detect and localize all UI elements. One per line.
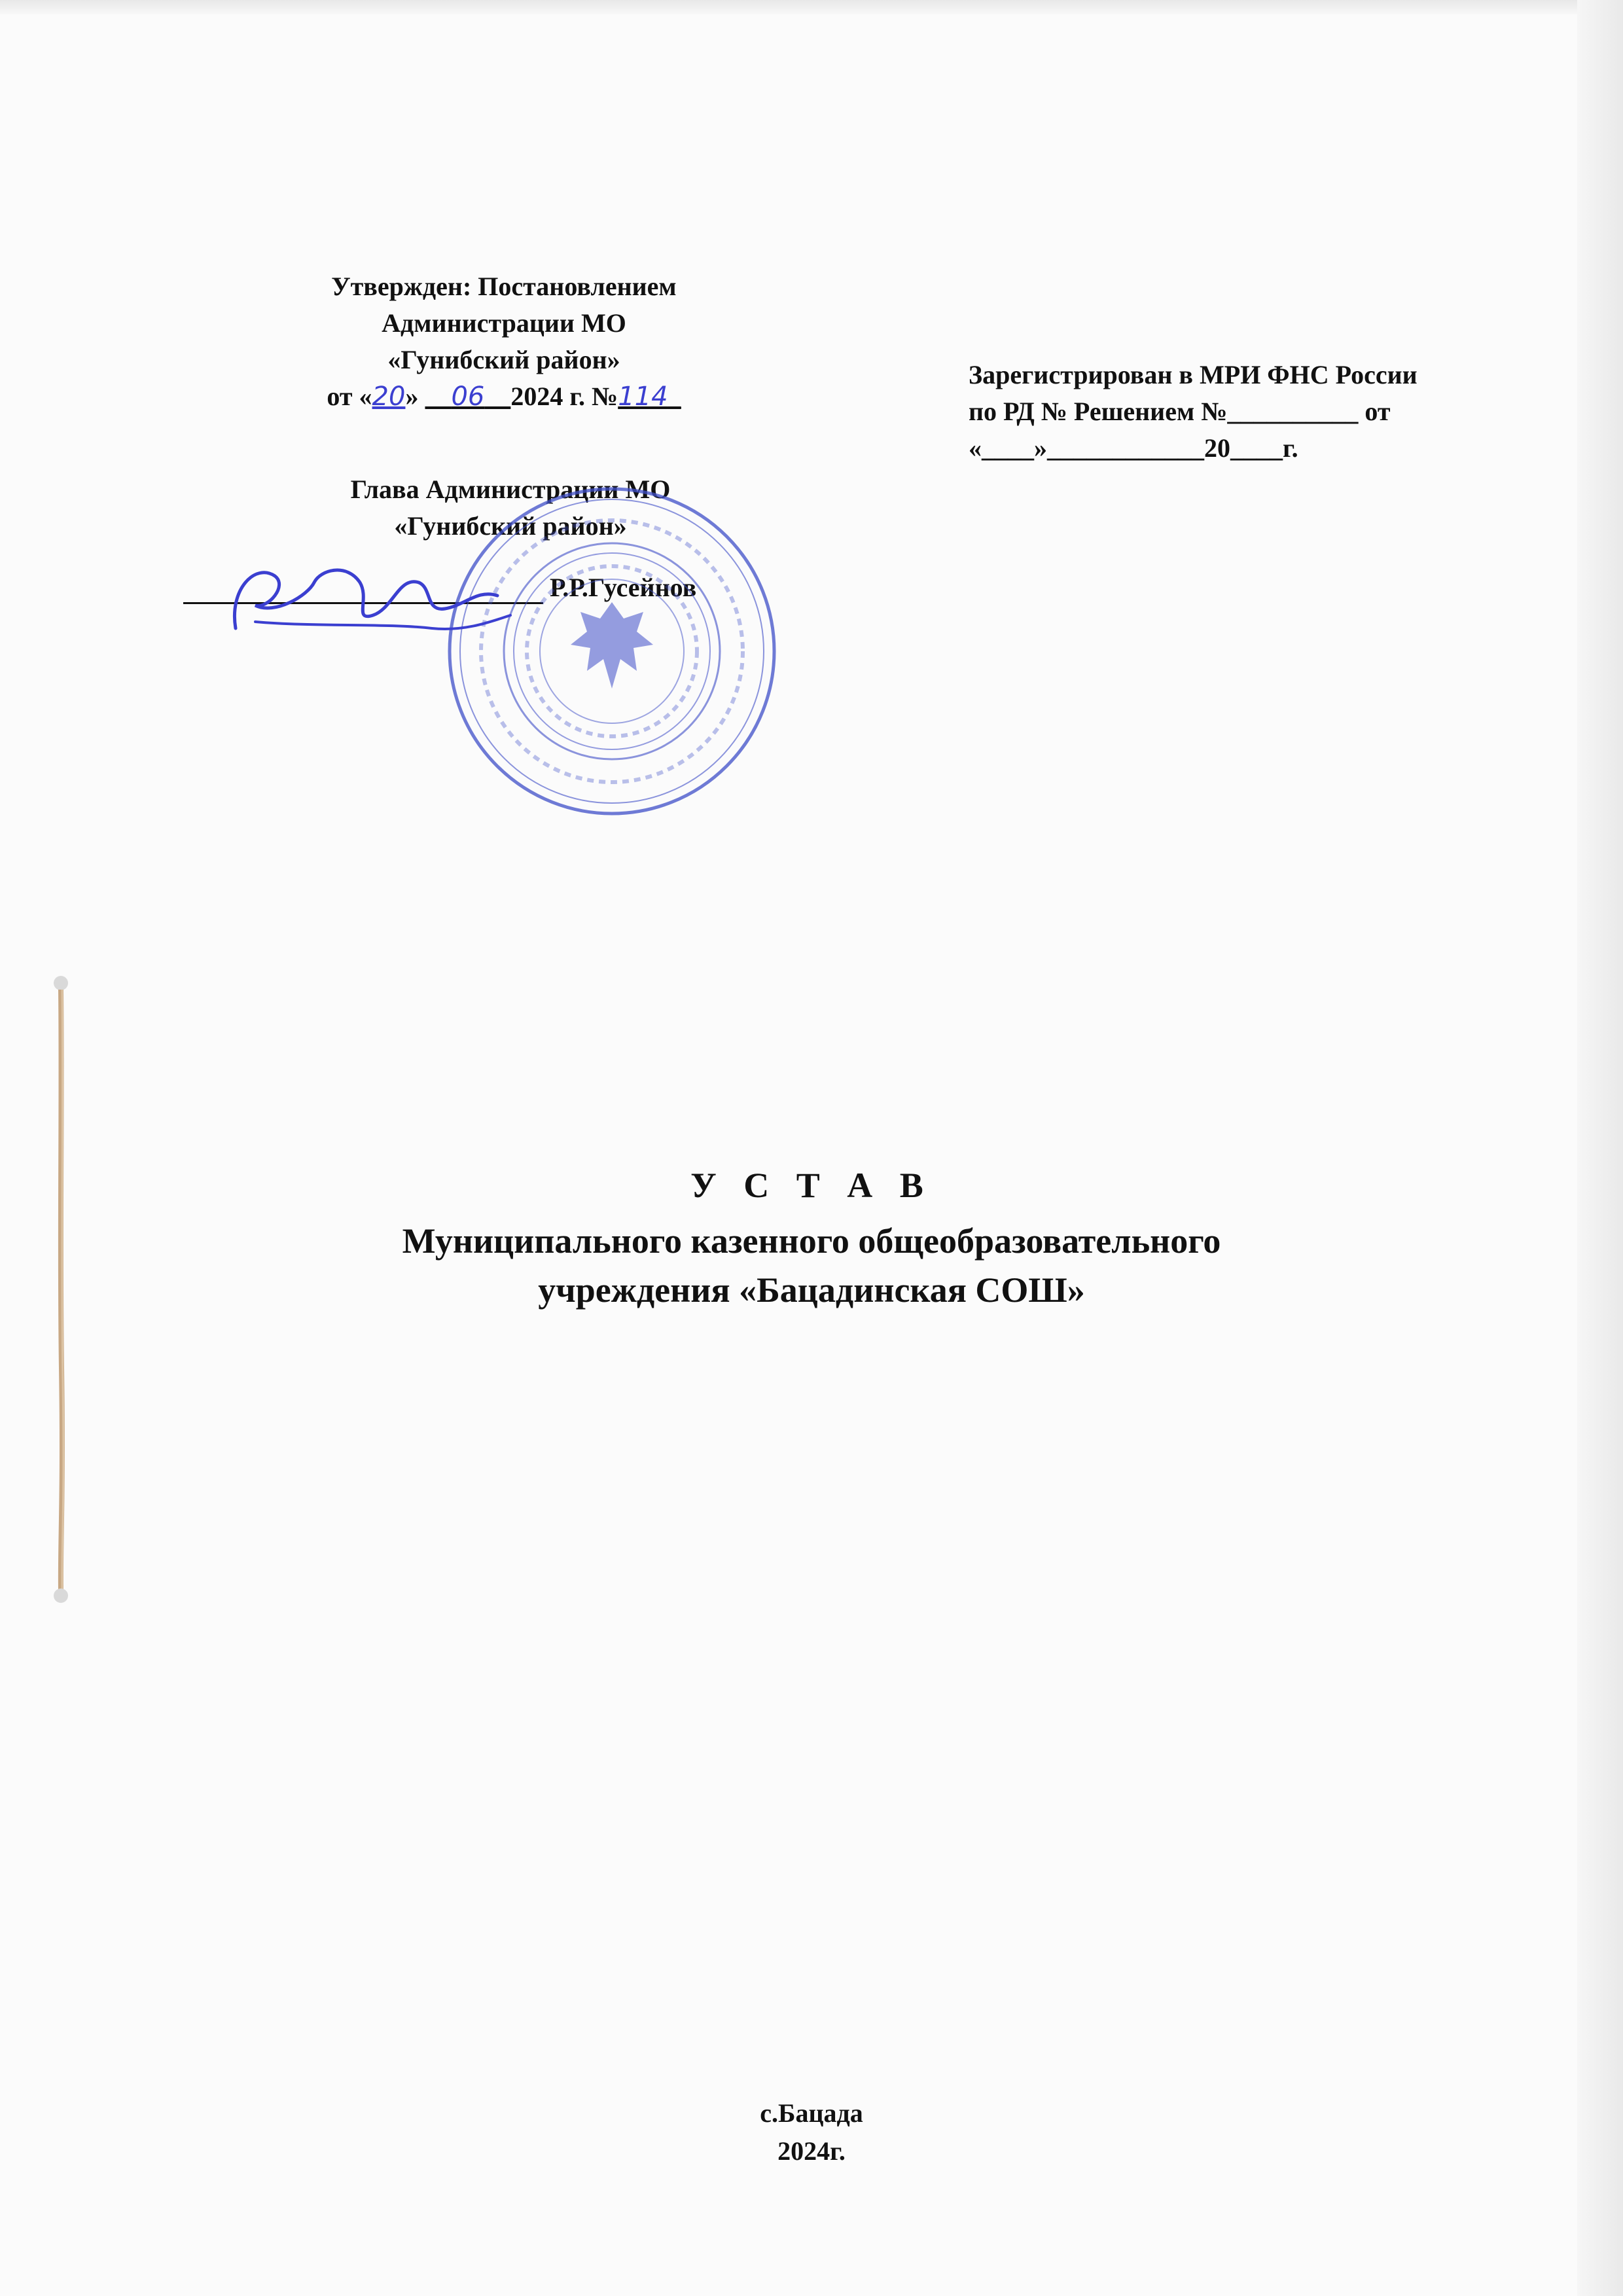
approval-day: 20 <box>372 382 406 412</box>
page-right-edge <box>1577 0 1623 2296</box>
registration-line-2 <box>969 393 1558 430</box>
seal-graphic <box>445 484 779 818</box>
approval-month: 06 <box>451 382 485 412</box>
registration-line-1: Зарегистрирован в МРИ ФНС России <box>969 360 1418 389</box>
head-admin-line-1: Глава Администрации МО <box>350 475 671 504</box>
page-top-shadow <box>0 0 1623 14</box>
document-subtitle-line-1: Муниципального казенного общеобразовательного <box>402 1221 1221 1261</box>
document-subtitle-line-2: учреждения «Бацадинская СОШ» <box>538 1270 1085 1310</box>
binding-string-graphic <box>54 975 68 1604</box>
approval-date-mid: » <box>405 382 425 411</box>
approval-line-2: Администрации МО <box>382 308 626 338</box>
approval-date-line: от «20» 06 2024 г. №114_ <box>327 382 681 412</box>
registration-block <box>969 357 1558 467</box>
approval-line-3: «Гунибский район» <box>387 345 620 374</box>
bleed-through-heading <box>668 157 676 196</box>
approval-block <box>236 268 772 415</box>
approval-date-prefix: от « <box>327 382 372 411</box>
registration-line-3: «____»____________20____г. <box>969 433 1298 463</box>
approval-line-1: Утвержден: Постановлением <box>331 272 677 301</box>
document-year: 2024г. <box>777 2136 846 2166</box>
document-title: У С Т А В <box>690 1166 933 1205</box>
registration-from-text: от <box>1364 397 1391 426</box>
approval-year: 2024 г. № <box>510 382 618 411</box>
approval-number: 114 <box>618 382 668 412</box>
document-place: с.Бацада <box>760 2098 863 2128</box>
head-admin-line-2: «Гунибский район» <box>394 511 627 541</box>
signature-graphic <box>216 550 543 648</box>
signer-name: Р.Р.Гусейнов <box>550 573 697 602</box>
binding-string <box>54 975 68 1604</box>
registration-number-text: по РД № Решением №__________ <box>969 397 1359 426</box>
handwritten-signature <box>216 550 543 648</box>
official-seal <box>445 484 779 818</box>
